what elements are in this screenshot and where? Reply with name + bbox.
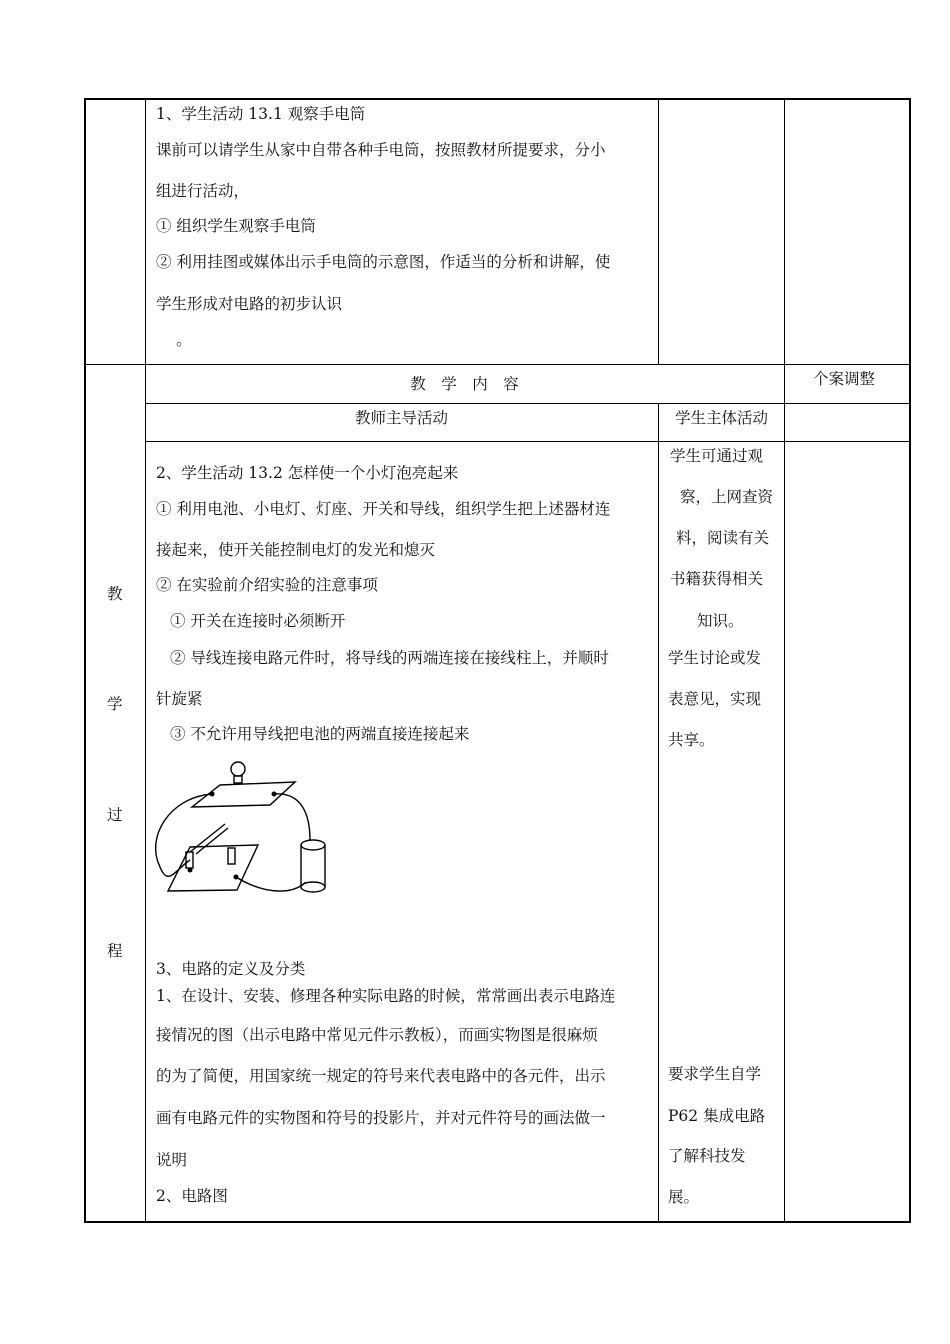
student-line: 展。 [668,1188,700,1206]
section-1-line: ① 组织学生观察手电筒 [156,217,316,235]
switch-lever [190,824,225,852]
side-label-char: 学 [107,695,123,713]
student-line: 学生讨论或发 [668,649,762,667]
section-1-line: 组进行活动， [156,182,250,200]
switch-post [228,848,235,864]
section-3-line: 的为了简便，用国家统一规定的符号来代表电路中的各元件，出示 [156,1067,606,1085]
section-1-line: ② 利用挂图或媒体出示手电筒的示意图，作适当的分析和讲解，使 [156,253,611,271]
content-header: 教 学 内 容 [410,375,519,393]
section-1-line: 课前可以请学生从家中自带各种手电筒，按照教材所提要求，分小 [156,141,606,159]
section-2-line: 针旋紧 [156,690,203,708]
section-2-line: ③ 不允许用导线把电池的两端直接连接起来 [170,725,470,743]
switch-base [168,845,258,891]
student-line: 察，上网查资 [680,488,774,506]
section-2-title: 2、学生活动 13.2 怎样使一个小灯泡亮起来 [156,464,459,482]
student-line: 学生可通过观 [670,447,764,465]
section-3-line: 1、在设计、安装、修理各种实际电路的时候，常常画出表示电路连 [156,987,616,1005]
battery-icon [301,840,325,850]
student-line: 表意见，实现 [668,690,762,708]
section-3-line: 画有电路元件的实物图和符号的投影片，并对元件符号的画法做一 [156,1109,606,1127]
section-2-line: ① 开关在连接时必须断开 [170,612,346,630]
section-1-title: 1、学生活动 13.1 观察手电筒 [156,105,366,123]
student-line: 要求学生自学 [668,1065,762,1083]
section-2-line: ② 导线连接电路元件时，将导线的两端连接在接线柱上，并顺时 [170,649,609,667]
teacher-column-header: 教师主导活动 [354,409,448,427]
side-label-char: 过 [107,806,123,824]
bulb-icon [231,762,245,776]
student-line: P62 集成电路 [668,1107,766,1125]
adjust-header: 个案调整 [813,370,876,388]
section-3-line: 2、电路图 [156,1187,228,1205]
student-column-header: 学生主体活动 [674,409,768,427]
section-1-line: 。 [176,331,192,349]
student-line: 书籍获得相关 [670,570,764,588]
student-line: 料，阅读有关 [676,529,770,547]
circuit-diagram [150,752,340,897]
side-label-char: 教 [107,585,123,603]
section-2-line: 接起来，使开关能控制电灯的发光和熄灭 [156,541,436,559]
student-line: 共享。 [668,731,715,749]
section-2-line: ② 在实验前介绍实验的注意事项 [156,576,378,594]
wire [236,877,306,891]
section-3-line: 说明 [156,1151,188,1169]
section-3-title: 3、电路的定义及分类 [156,960,306,978]
wire [274,794,310,840]
section-2-line: ① 利用电池、小电灯、灯座、开关和导线，组织学生把上述器材连 [156,500,611,518]
section-3-line: 接情况的图（出示电路中常见元件示教板），而画实物图是很麻烦 [156,1026,598,1044]
student-line: 知识。 [697,612,744,630]
student-line: 了解科技发 [668,1147,746,1165]
section-1-line: 学生形成对电路的初步认识 [156,295,343,313]
side-label-char: 程 [107,942,123,960]
